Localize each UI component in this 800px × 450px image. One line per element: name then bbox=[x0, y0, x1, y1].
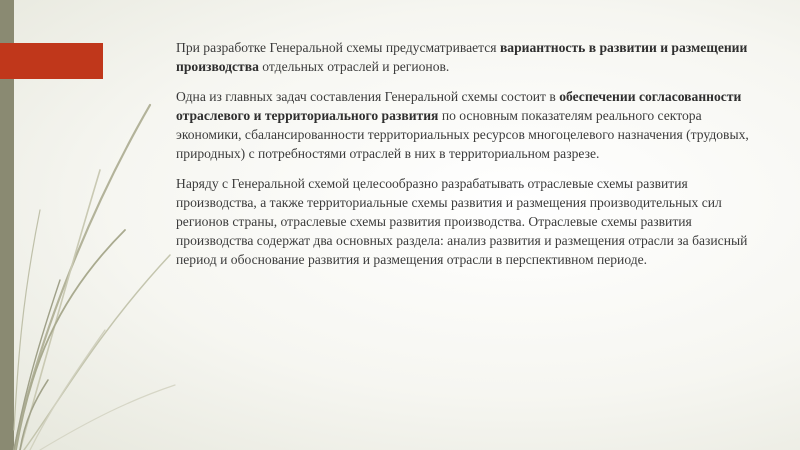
paragraph-2-emphasis: обеспечении согласованности отраслевого и территориального развития bbox=[176, 89, 742, 123]
paragraph-2-text-b: по основным показателям реального сектора экономики, сбалансированности территориальных ресурсов многоцелевого назначения (трудовых, природных) с потребностями отраслей в них в территориальном разрезе. bbox=[176, 108, 749, 161]
body-text bbox=[176, 38, 760, 280]
paragraph-1 bbox=[176, 38, 760, 76]
paragraph-3-text: Наряду с Генеральной схемой целесообразно разрабатывать отраслевые схемы развития производства, а также территориальные схемы развития и размещения производительных сил регионов страны, отраслевые схемы развития производства. Отраслевые схемы развития производства содержат два основных раздела: анализ развития и размещения отрасли за базисный период и обоснование развития и размещения отрасли в перспективном периоде. bbox=[176, 176, 748, 267]
paragraph-1-text-a: При разработке Генеральной схемы предусматривается bbox=[176, 40, 500, 55]
paragraph-1-text-b: отдельных отраслей и регионов. bbox=[258, 59, 450, 74]
paragraph-3 bbox=[176, 174, 760, 269]
paragraph-2 bbox=[176, 87, 760, 163]
accent-bar bbox=[0, 43, 103, 79]
paragraph-2-text-a: Одна из главных задач составления Генеральной схемы состоит в bbox=[176, 89, 560, 104]
paragraph-1-emphasis: вариантность в развитии и размещении производства bbox=[176, 40, 748, 74]
